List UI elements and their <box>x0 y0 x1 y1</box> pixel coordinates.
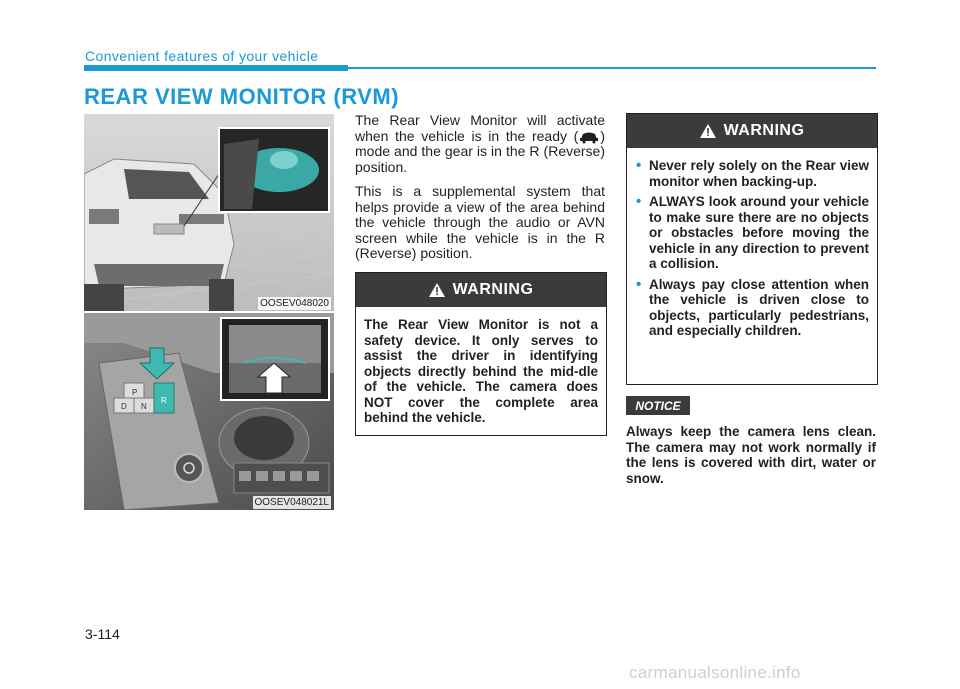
image-code: OOSEV048021L <box>254 497 329 508</box>
vehicle-rear-illustration <box>84 114 334 311</box>
notice-badge: NOTICE <box>626 396 690 415</box>
svg-text:N: N <box>141 402 147 411</box>
section-header: Convenient features of your vehicle <box>85 48 319 64</box>
warning-list <box>635 158 869 339</box>
warning-list-container <box>627 148 877 354</box>
image-code: OOSEV048020 <box>260 298 329 309</box>
list-item: • ALWAYS look around your vehicle to make sure there are no objects or obstacles before moving the vehicle in any direction to prevent a collision. <box>635 194 869 272</box>
page-title: REAR VIEW MONITOR (RVM) <box>84 84 400 109</box>
intro-text <box>355 113 605 271</box>
gear-selector-photo <box>84 313 334 510</box>
header-rule <box>348 67 876 69</box>
intro-paragraph-1 <box>355 113 605 175</box>
warning-box-1 <box>355 272 607 436</box>
watermark: carmanualsonline.info <box>629 663 801 682</box>
header-bar <box>84 65 348 71</box>
warning-triangle-icon <box>429 283 445 297</box>
notice-text: Always keep the camera lens clean. The camera may not work normally if the lens is covered with dirt, water or snow. <box>626 424 876 486</box>
svg-text:D: D <box>121 402 127 411</box>
ready-indicator-icon <box>578 130 600 144</box>
page-number: 3-114 <box>85 626 120 642</box>
warning-text: The Rear View Monitor is not a safety device. It only serves to assist the driver in identifying objects directly behind the mid-dle of the vehicle. The camera does NOT cover the complete area behind the vehicle. <box>364 317 598 425</box>
warning-header <box>356 273 606 307</box>
intro-text-part: The Rear View Monitor will activate when the vehicle is in the ready ( <box>355 112 605 144</box>
shift-button-illustration <box>84 313 334 510</box>
svg-text:R: R <box>161 396 167 405</box>
svg-text:P: P <box>132 388 138 397</box>
rear-camera-photo <box>84 114 334 311</box>
warning-label: WARNING <box>723 122 805 139</box>
list-item: • Never rely solely on the Rear view monitor when backing-up. <box>635 158 869 189</box>
warning-label: WARNING <box>452 281 534 298</box>
warning-box-2 <box>626 113 878 385</box>
warning-header <box>627 114 877 148</box>
intro-text-part: ) mode and the gear is in the R (Reverse) position. <box>355 127 605 175</box>
intro-paragraph-2: This is a supplemental system that helps provide a view of the area behind the vehicle through the audio or AVN screen while the vehicle is in the R (Reverse) position. <box>355 183 605 261</box>
list-item: • Always pay close attention when the vehicle is driven close to objects, particularly pedestrians, and especially children. <box>635 277 869 339</box>
warning-triangle-icon <box>700 124 716 138</box>
